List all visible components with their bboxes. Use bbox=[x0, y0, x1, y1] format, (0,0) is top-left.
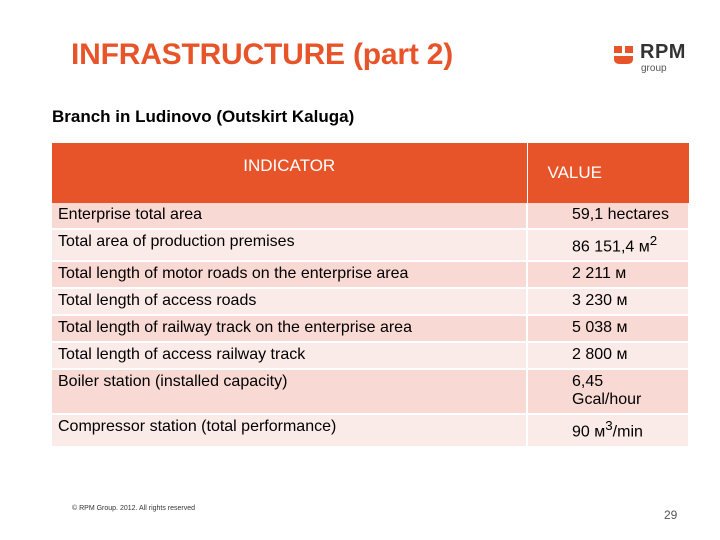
table-row bbox=[52, 414, 689, 446]
infrastructure-table bbox=[52, 143, 690, 448]
value-cell: 2 211 м bbox=[527, 261, 689, 288]
section-subtitle: Branch in Ludinovo (Outskirt Kaluga) bbox=[52, 107, 355, 126]
indicator-cell: Total length of access roads bbox=[52, 288, 527, 315]
value-cell: 2 800 м bbox=[527, 342, 689, 369]
table-row bbox=[52, 342, 689, 369]
table-row bbox=[52, 261, 689, 288]
header-indicator: INDICATOR bbox=[52, 143, 527, 203]
value-cell bbox=[527, 369, 689, 414]
value-cell bbox=[527, 229, 689, 261]
value-cell: 3 230 м bbox=[527, 288, 689, 315]
table-row bbox=[52, 315, 689, 342]
logo-sub: group bbox=[641, 63, 667, 74]
value-superscript: 3 bbox=[605, 418, 613, 434]
indicator-cell: Total length of railway track on the enterprise area bbox=[52, 315, 527, 342]
indicator-cell: Total area of production premises bbox=[52, 229, 527, 261]
value-suffix: /min bbox=[612, 423, 643, 441]
page-title: INFRASTRUCTURE (part 2) bbox=[71, 38, 454, 71]
indicator-cell: Boiler station (installed capacity) bbox=[52, 369, 527, 414]
value-cell: 5 038 м bbox=[527, 315, 689, 342]
table-row bbox=[52, 288, 689, 315]
value-text: 90 м bbox=[572, 423, 606, 441]
indicator-cell: Total length of motor roads on the enterprise area bbox=[52, 261, 527, 288]
value-cell bbox=[527, 414, 689, 446]
value-cell: 59,1 hectares bbox=[527, 203, 689, 229]
table-row bbox=[52, 229, 689, 261]
indicator-cell: Total length of access railway track bbox=[52, 342, 527, 369]
table-header-row bbox=[52, 143, 689, 203]
value-text: 86 151,4 м bbox=[572, 238, 650, 256]
copyright-footer: © RPM Group. 2012. All rights reserved bbox=[72, 505, 196, 512]
logo-brand: RPM bbox=[640, 41, 686, 63]
indicator-cell: Compressor station (total performance) bbox=[52, 414, 527, 446]
table-row bbox=[52, 369, 689, 414]
value-line-2: Gcal/hour bbox=[572, 391, 642, 409]
indicator-cell: Enterprise total area bbox=[52, 203, 527, 229]
value-superscript: 2 bbox=[649, 233, 658, 248]
header-value: VALUE bbox=[527, 143, 689, 203]
rpm-group-logo bbox=[612, 41, 692, 76]
page-number: 29 bbox=[664, 508, 678, 522]
table-row bbox=[52, 203, 689, 229]
value-line-1: 6,45 bbox=[572, 373, 604, 391]
rpm-logo-icon bbox=[612, 44, 638, 68]
